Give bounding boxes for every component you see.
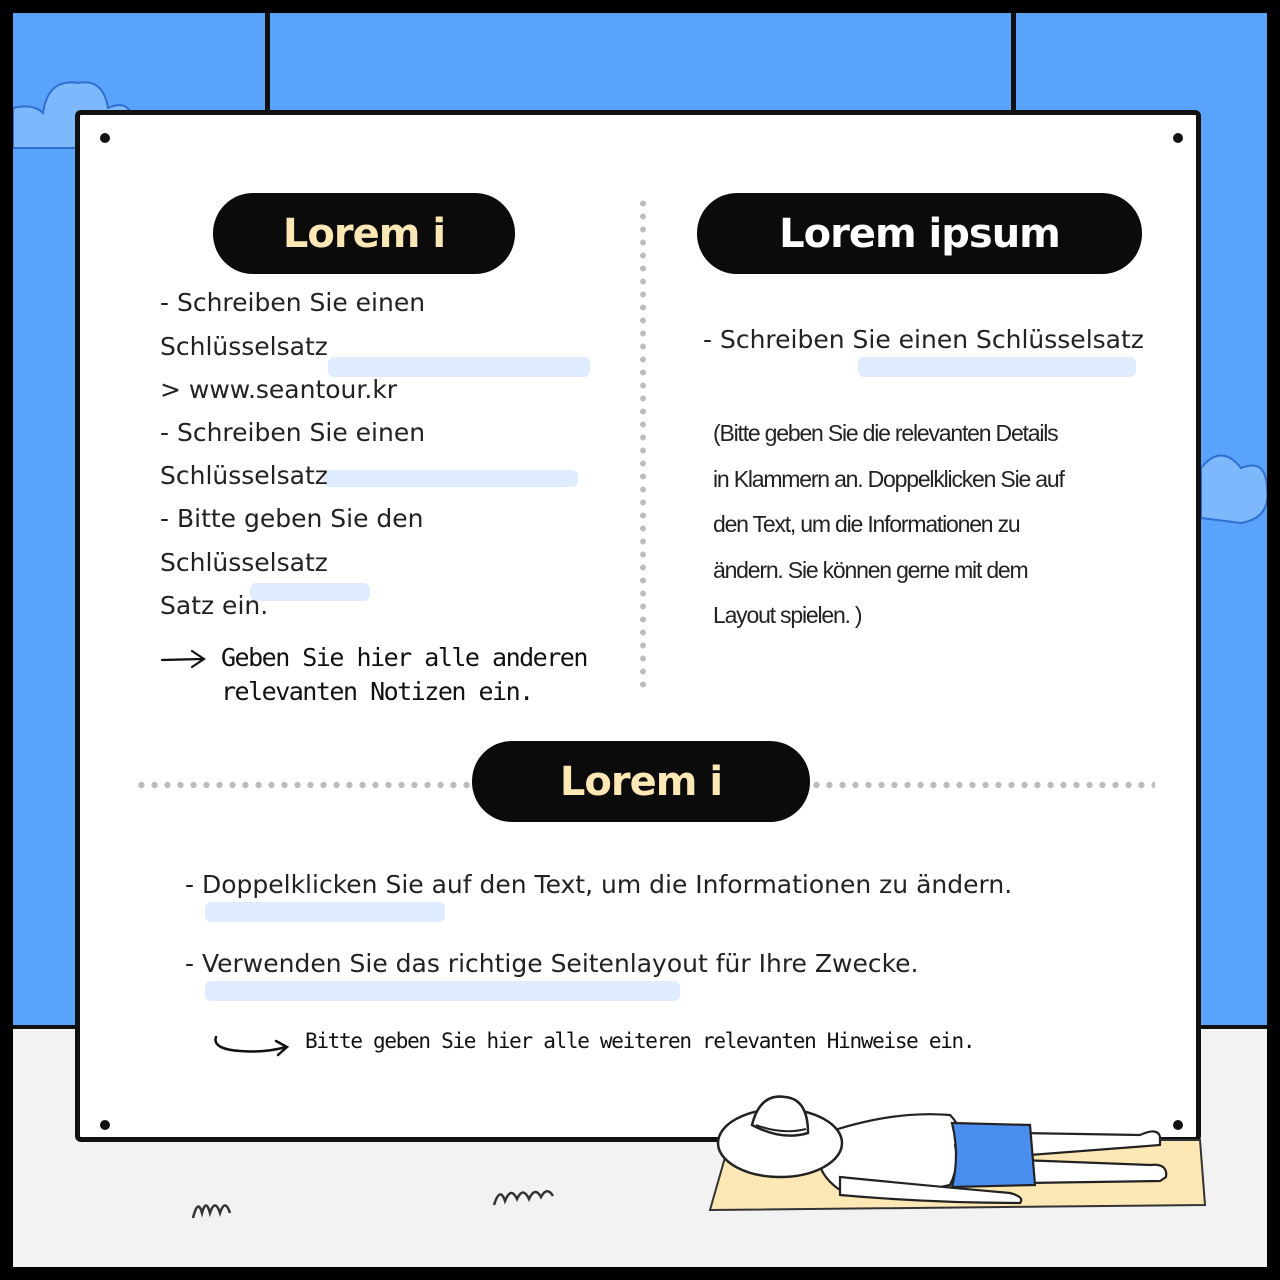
bolt — [1173, 133, 1183, 143]
hanging-pole-left — [265, 13, 270, 118]
left-line-4: - Schreiben Sie einen — [160, 418, 426, 447]
bottom-line-1: - Doppelklicken Sie auf den Text, um die Informationen zu ändern. — [185, 870, 1013, 899]
left-note-line-2: relevanten Notizen ein. — [221, 677, 533, 706]
sunbather-illustration — [690, 1085, 1220, 1235]
highlight — [328, 357, 590, 377]
left-line-2: Schlüsselsatz — [160, 332, 328, 361]
right-card-title: Lorem ipsum — [697, 193, 1142, 274]
left-line-6: - Bitte geben Sie den — [160, 504, 424, 533]
bottom-card-title: Lorem i — [472, 741, 810, 822]
highlight — [205, 902, 445, 922]
left-line-7: Schlüsselsatz — [160, 548, 328, 577]
right-paragraph-1: (Bitte geben Sie die relevanten Details — [713, 420, 1058, 446]
bottom-note: Bitte geben Sie hier alle weiteren relevanten Hinweise ein. — [305, 1029, 975, 1053]
right-paragraph-2: in Klammern an. Doppelklicken Sie auf — [713, 466, 1064, 492]
bolt — [100, 1120, 110, 1130]
right-line: - Schreiben Sie einen Schlüsselsatz — [703, 325, 1144, 354]
left-line-5: Schlüsselsatz — [160, 461, 328, 490]
grass-icon — [190, 1193, 240, 1223]
grass-icon — [491, 1181, 556, 1211]
left-note-line-1: Geben Sie hier alle anderen — [221, 643, 587, 672]
bolt — [100, 133, 110, 143]
vertical-divider — [640, 197, 646, 692]
highlight — [858, 357, 1136, 377]
left-line-8: Satz ein. — [160, 591, 269, 620]
hanging-pole-right — [1011, 13, 1016, 118]
cloud-icon — [1201, 428, 1267, 528]
curved-arrow-icon — [210, 1029, 292, 1061]
left-line-1: - Schreiben Sie einen — [160, 288, 426, 317]
horizontal-divider-left — [135, 781, 475, 789]
left-card-title: Lorem i — [213, 193, 515, 274]
right-paragraph-3: den Text, um die Informationen zu — [713, 511, 1020, 537]
left-line-3: > www.seantour.kr — [160, 375, 398, 404]
notice-board — [75, 110, 1201, 1142]
arrow-right-icon — [160, 648, 208, 670]
right-paragraph-5: Layout spielen. ) — [713, 602, 862, 628]
bottom-line-2: - Verwenden Sie das richtige Seitenlayout für Ihre Zwecke. — [185, 949, 919, 978]
highlight — [323, 470, 578, 487]
highlight — [205, 981, 680, 1001]
horizontal-divider-right — [810, 781, 1155, 789]
right-paragraph-4: ändern. Sie können gerne mit dem — [713, 557, 1028, 583]
